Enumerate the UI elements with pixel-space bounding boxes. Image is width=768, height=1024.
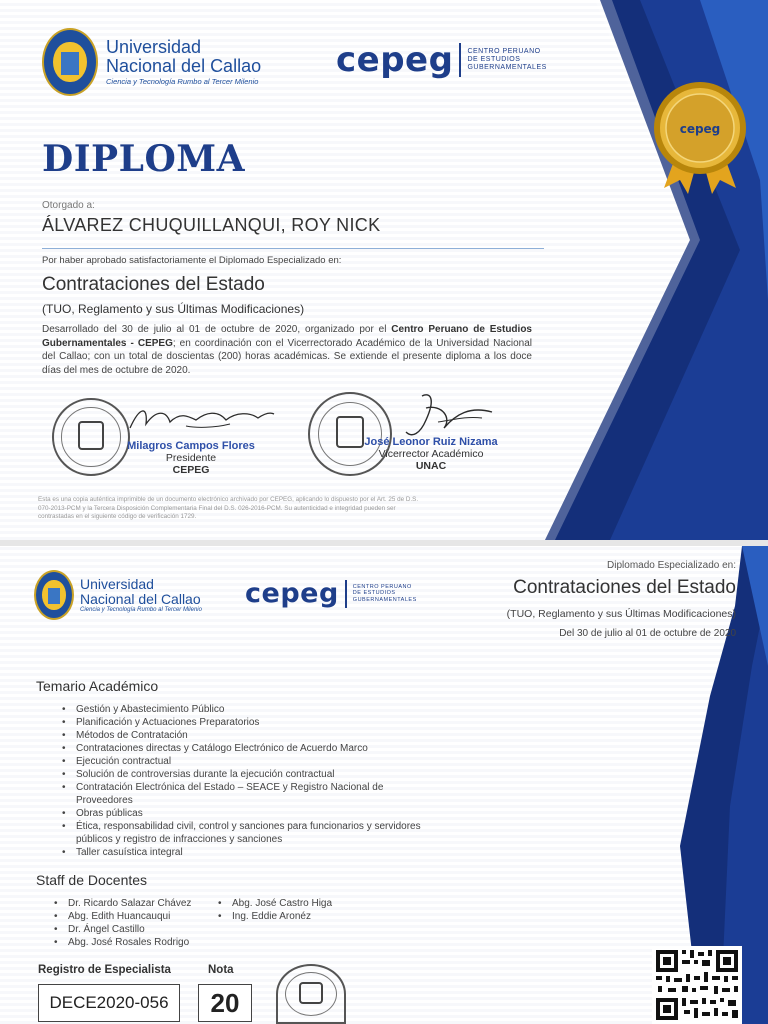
grade-label: Nota: [208, 964, 234, 976]
list-item: • Dr. Ricardo Salazar Chávez: [54, 897, 214, 910]
grade-box: [198, 984, 252, 1022]
list-item: • Obras públicas: [62, 807, 422, 820]
staff-list-col2: [218, 897, 378, 923]
cepeg-wordmark: cepeg: [336, 40, 454, 80]
topics-heading: Temario Académico: [36, 678, 159, 694]
university-name-line1-back: Universidad: [80, 575, 154, 592]
body-bold: Centro Peruano de Estudios Gubernamentales - CEPEG: [42, 324, 532, 349]
gold-medal-icon: [650, 80, 750, 200]
registry-code-box: [38, 984, 180, 1022]
cepeg-sub-line2: DE ESTUDIOS: [467, 56, 521, 64]
cepeg-sub-line2-back: DE ESTUDIOS: [352, 590, 396, 597]
signer-1-role: Presidente: [165, 452, 217, 464]
signer-1-name: Milagros Campos Flores: [127, 440, 255, 452]
approval-text: Por haber aprobado satisfactoriamente el Diplomado Especializado en:: [42, 255, 342, 266]
university-name-line2-back: Nacional del Callao: [80, 590, 201, 607]
list-item: • Abg. Edith Huancauqui: [54, 910, 214, 923]
staff-heading: Staff de Docentes: [36, 872, 148, 888]
list-item: • Planificación y Actuaciones Preparatorios: [62, 716, 422, 729]
authenticity-footnote: Esta es una copia auténtica imprimible de un documento electrónico archivado por CEPEG, aplicando lo dispuesto por el Art. 25 de D.S. 070-2013-PCM y la Tercera Disposición Complementaria Final del D.S. 026-2016-PCM. Su autenticidad e integridad pueden ser contrastadas en el siguiente código de verificación 1729.: [38, 496, 419, 520]
body-part1: Desarrollado del 30 de julio al 01 de octubre de 2020, organizado por el: [42, 324, 392, 335]
list-item: • Contratación Electrónica del Estado – SEACE y Registro Nacional de Proveedores: [62, 781, 422, 807]
list-item: • Métodos de Contratación: [62, 729, 422, 742]
course-dates: Del 30 de julio al 01 de octubre de 2020: [559, 628, 736, 639]
unac-logo: [42, 28, 261, 96]
list-item: • Contrataciones directas y Catálogo Electrónico de Acuerdo Marco: [62, 742, 422, 755]
list-item: • Gestión y Abastecimiento Público: [62, 703, 422, 716]
diploma-back: [0, 546, 768, 1024]
divider: [42, 248, 544, 249]
course-subtitle-back: (TUO, Reglamento y sus Últimas Modificaciones): [506, 608, 736, 620]
list-item: • Ética, responsabilidad civil, control y sanciones para funcionarios y servidores públicos y registro de infracciones y sanciones: [62, 820, 422, 846]
signer-2-org: UNAC: [415, 460, 447, 472]
university-name-line2: Nacional del Callao: [106, 55, 262, 76]
university-tagline: Ciencia y Tecnología Rumbo al Tercer Milenio: [106, 77, 259, 87]
qr-code-icon: [652, 946, 742, 1024]
cepeg-logo: [336, 40, 547, 80]
signature-1-icon: [126, 402, 276, 438]
cepeg-sub-line1: CENTRO PERUANO: [467, 48, 541, 56]
cepeg-seal-stamp-icon: [276, 964, 346, 1024]
list-item: • Solución de controversias durante la ejecución contractual: [62, 768, 422, 781]
body-part2: ; en coordinación con el Vicerrectorado Académico de la Universidad Nacional del Callao; con un total de doscientas (200) horas académicas. Se extiende el presente diploma a los doce días del mes de octubre de 2020.: [42, 337, 532, 376]
unac-emblem-icon: [34, 570, 74, 620]
unac-emblem-icon: [42, 28, 98, 96]
list-item: • Ing. Eddie Aronéz: [218, 910, 378, 923]
course-title: Contrataciones del Estado: [42, 274, 265, 295]
university-tagline-back: Ciencia y Tecnología Rumbo al Tercer Milenio: [80, 607, 202, 614]
cepeg-wordmark-back: cepeg: [245, 578, 339, 609]
diploma-title: DIPLOMA: [42, 138, 246, 180]
cepeg-sub-line3-back: GUBERNAMENTALES: [352, 596, 417, 603]
list-item: • Ejecución contractual: [62, 755, 422, 768]
diploma-body: [42, 323, 532, 377]
awarded-label: Otorgado a:: [42, 200, 95, 211]
signer-2-role: Vicerrector Académico: [378, 448, 484, 460]
cepeg-sub-line1-back: CENTRO PERUANO: [352, 584, 412, 591]
unac-logo-back: [34, 570, 202, 620]
signature-block-1: [116, 440, 266, 476]
topics-list: [62, 703, 422, 859]
medal-text: cepeg: [679, 122, 721, 136]
cepeg-sub-line3: GUBERNAMENTALES: [467, 63, 547, 71]
recipient-name: ÁLVAREZ CHUQUILLANQUI, ROY NICK: [42, 215, 381, 235]
staff-list-col1: [54, 897, 214, 949]
signer-2-name: José Leonor Ruiz Nizama: [364, 436, 498, 448]
signer-1-org: CEPEG: [172, 464, 210, 476]
list-item: • Abg. José Rosales Rodrigo: [54, 936, 214, 949]
cepeg-logo-back: [245, 578, 417, 609]
course-subtitle: (TUO, Reglamento y sus Últimas Modificaciones): [42, 302, 305, 316]
signature-block-2: [356, 436, 506, 472]
registry-label: Registro de Especialista: [38, 964, 171, 976]
list-item: • Taller casuística integral: [62, 846, 422, 859]
program-label: Diplomado Especializado en:: [607, 560, 736, 571]
registry-code: DECE2020-056: [49, 993, 169, 1012]
grade-value: 20: [210, 987, 240, 1018]
course-title-back: Contrataciones del Estado: [513, 577, 736, 598]
list-item: • Abg. José Castro Higa: [218, 897, 378, 910]
list-item: • Dr. Ángel Castillo: [54, 923, 214, 936]
university-name-line1: Universidad: [106, 36, 202, 57]
